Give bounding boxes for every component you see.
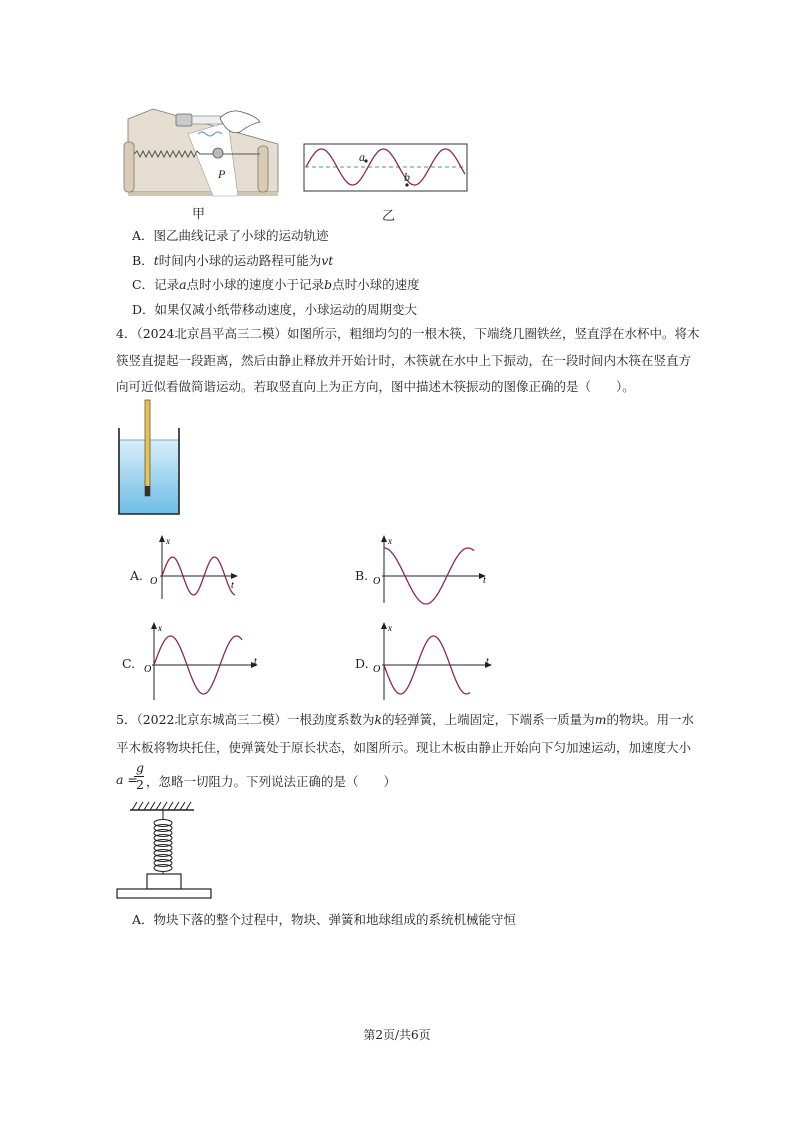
graph-a (140, 533, 250, 601)
figure-yi (303, 143, 469, 193)
svg-text:O: O (373, 664, 381, 675)
q3-option-a: A．图乙曲线记录了小球的运动轨迹 (132, 228, 329, 243)
svg-text:x: x (158, 623, 162, 633)
q4-option-c: C. (122, 656, 136, 671)
caption-jia: 甲 (192, 207, 206, 222)
q4-option-a: A. (130, 568, 144, 583)
q4-line3: 向可近似看做简谐运动。若取竖直向上为正方向，图中描述木筷振动的图像正确的是（ ）。 (116, 379, 635, 394)
svg-text:x: x (166, 536, 170, 546)
page-footer: 第2页/共6页 (363, 1028, 431, 1042)
label-p: P (218, 167, 226, 181)
svg-text:O: O (373, 576, 381, 587)
caption-yi: 乙 (382, 209, 396, 224)
fraction-denominator: 2 (136, 777, 144, 792)
graph-c (140, 620, 270, 702)
figure-spring (114, 798, 214, 902)
svg-text:t: t (231, 580, 234, 591)
q5-option-a: A．物块下落的整个过程中，物块、弹簧和地球组成的系统机械能守恒 (132, 912, 517, 927)
q3-option-c: C．记录a点时小球的速度小于记录b点时小球的速度 (132, 277, 420, 292)
q4-line2: 筷竖直提起一段距离，然后由静止释放并开始计时，木筷就在水中上下振动，在一段时间内木筷在竖直方 (116, 353, 692, 368)
graph-d (368, 620, 498, 702)
label-a: a (359, 150, 365, 164)
svg-text:O: O (144, 664, 152, 675)
svg-text:t: t (483, 575, 486, 586)
q3-option-d: D．如果仅减小纸带移动速度，小球运动的周期变大 (132, 302, 418, 317)
q3-option-b: B．t时间内小球的运动路程可能为vt (132, 253, 334, 268)
q4-option-d: D. (355, 656, 369, 671)
svg-text:t: t (486, 656, 489, 667)
label-b: b (404, 170, 410, 184)
svg-text:x: x (388, 536, 392, 546)
figure-cup (112, 398, 186, 520)
q4-option-b: B. (355, 568, 369, 583)
q5-line1: 5．（2022北京东城高三二模）一根劲度系数为k的轻弹簧，上端固定，下端系一质量为m的物块。用一水 (116, 712, 694, 727)
graph-b (368, 533, 498, 605)
svg-text:O: O (150, 576, 158, 587)
fraction-numerator: g (136, 760, 145, 775)
figure-jia (118, 104, 288, 199)
svg-text:x: x (388, 623, 392, 633)
q5-line2: 平木板将物块托住，使弹簧处于原长状态，如图所示。现让木板由静止开始向下匀加速运动，加速度大小 (116, 740, 692, 755)
q4-line1: 4．（2024北京昌平高三二模）如图所示，粗细均匀的一根木筷，下端绕几圈铁丝，竖直浮在水杯中。将木 (116, 326, 700, 341)
svg-text:t: t (254, 656, 257, 667)
